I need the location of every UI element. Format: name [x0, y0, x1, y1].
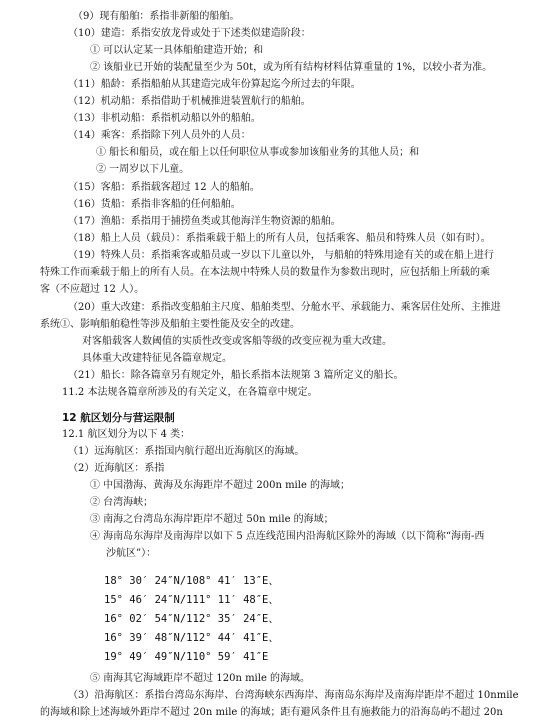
definition-9-existing-ship: （9）现有船舶：系指非新船的船舶。 — [73, 11, 240, 22]
definition-19-continued-1: 特殊工作而乘载于船上的所有人员。在本法规中特殊人员的数量作为参数出现时，应包括船上所载的乘 — [40, 267, 490, 278]
section-12-heading: 12 航区划分与营运限制 — [62, 412, 175, 424]
major-conversion-note-1: 对客船载客人数阈值的实质性改变或客船等级的改变应视为重大改建。 — [82, 336, 392, 347]
construction-subitem-1: ① 可以认定某一具体船舶建造开始；和 — [90, 45, 264, 56]
offshore-area: （2）近海航区：系指 — [68, 463, 165, 474]
ocean-area: （1）远海航区：系指国内航行超出近海航区的海域。 — [68, 446, 305, 457]
construction-subitem-2: ② 该船业已开始的装配量至少为 50t，或为所有结构材料估算重量的 1%，以较小者为准。 — [90, 62, 493, 73]
coordinate-point-2: 15° 46′ 24″N/111° 11′ 48″E、 — [104, 594, 279, 606]
offshore-subitem-5: ⑤ 南海其它海域距岸不超过 120n mile 的海域。 — [90, 673, 311, 684]
passenger-subitem-1: ① 船长和船员，或在船上以任何职位从事或参加该船业务的其他人员；和 — [96, 147, 420, 158]
definition-21-ship-length: （21）船长：除各篇章另有规定外，船长系指本法规第 3 篇所定义的船长。 — [68, 370, 404, 381]
coordinate-point-3: 16° 02′ 54″N/112° 35′ 24″E、 — [104, 613, 279, 625]
passenger-subitem-2: ② 一周岁以下儿童。 — [96, 164, 190, 175]
offshore-subitem-2: ② 台湾海峡； — [90, 497, 154, 508]
definition-13-non-motor-ship: （13）非机动船：系指机动船以外的船舶。 — [68, 113, 261, 124]
coastal-area: （3）沿海航区：系指台湾岛东海岸、台湾海峡东西海岸、海南岛东海岸及南海岸距岸不超过 10nmile — [68, 690, 519, 701]
definition-20-continued: 系统①、影响船舶稳性等涉及船舶主要性能及安全的改建。 — [40, 319, 300, 330]
definition-10-construction: （10）建造：系指安放龙骨或处于下述类似建造阶段： — [68, 28, 311, 39]
definition-20-major-conversion: （20）重大改建：系指改变船舶主尺度、船舶类型、分舱水平、承载能力、乘客居住处所、主推进 — [68, 302, 501, 313]
offshore-subitem-4: ④ 海南岛东海岸及南海岸以如下 5 点连线范围内沿海航区除外的海域（以下简称“海南-西 — [90, 531, 485, 542]
definition-19-continued-2: 客（不应超过 12 人）。 — [40, 284, 145, 295]
clause-11-2: 11.2 本法规各篇章所涉及的有关定义，在各篇章中规定。 — [62, 387, 318, 398]
definition-17-fishing-vessel: （17）渔船：系指用于捕捞鱼类或其他海洋生物资源的船舶。 — [68, 216, 341, 227]
offshore-subitem-3: ③ 南海之台湾岛东海岸距岸不超过 50n mile 的海域； — [90, 514, 334, 525]
definition-15-passenger-ship: （15）客船：系指载客超过 12 人的船舶。 — [68, 182, 260, 193]
coordinate-point-5: 19° 49′ 49″N/110° 59′ 41″E — [104, 651, 269, 663]
offshore-subitem-4-cont: 沙航区”）： — [106, 548, 157, 559]
coordinate-point-4: 16° 39′ 48″N/112° 44′ 41″E、 — [104, 632, 279, 644]
coordinate-point-1: 18° 30′ 24″N/108° 41′ 13″E、 — [104, 575, 279, 587]
definition-19-special-personnel: （19）特殊人员：系指乘客或船员或一岁以下儿童以外， 与船舶的特殊用途有关的或在船上进行 — [68, 250, 494, 261]
definition-11-ship-age: （11）船龄：系指船舶从其建造完成年份算起迄今所过去的年限。 — [68, 79, 361, 90]
major-conversion-note-2: 具体重大改建特征见各篇章规定。 — [82, 353, 232, 364]
definition-16-cargo-ship: （16）货船：系指非客船的任何船舶。 — [68, 199, 241, 210]
definition-18-persons-on-board: （18）船上人员（载员）：系指乘载于船上的所有人员，包括乘客、船员和特殊人员（如有时）。 — [68, 233, 491, 244]
definition-12-motor-ship: （12）机动船：系指借助于机械推进装置航行的船舶。 — [68, 96, 311, 107]
offshore-subitem-1: ① 中国渤海、黄海及东海距岸不超过 200n mile 的海域； — [90, 480, 351, 491]
definition-14-passenger: （14）乘客：系指除下列人员外的人员： — [68, 130, 251, 141]
clause-12-1: 12.1 航区划分为以下 4 类： — [62, 429, 191, 440]
coastal-area-cont-1: 的海域和除上述海域外距岸不超过 20n mile 的海域；距有避风条件且有施救能力的沿海岛屿不超过 20n — [40, 707, 503, 718]
